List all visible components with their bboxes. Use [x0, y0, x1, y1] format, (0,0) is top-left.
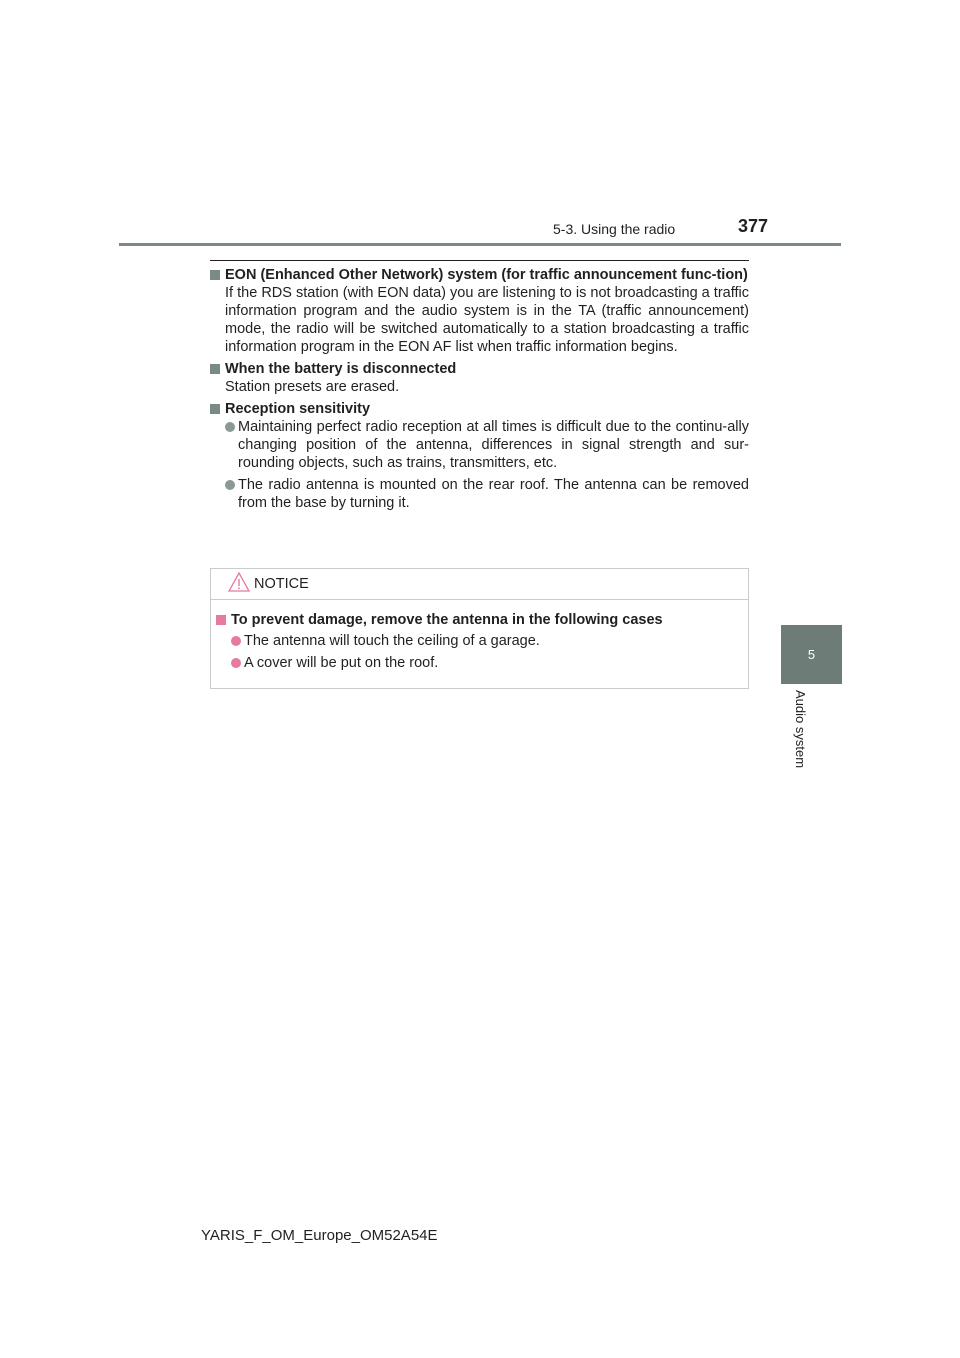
bullet-item — [231, 654, 748, 672]
section-battery — [210, 360, 749, 396]
bullet-text: The antenna will touch the ceiling of a garage. — [244, 633, 540, 649]
notice-body — [211, 600, 748, 672]
round-bullet-icon — [225, 422, 235, 432]
square-bullet-icon — [210, 270, 220, 280]
square-bullet-icon — [210, 364, 220, 374]
page-number: 377 — [738, 216, 769, 236]
round-bullet-icon — [231, 636, 241, 646]
bullet-item — [225, 418, 749, 472]
section-eon — [210, 266, 749, 356]
notice-heading: To prevent damage, remove the antenna in the following cases — [231, 612, 663, 628]
round-bullet-icon — [225, 480, 235, 490]
section-title: Reception sensitivity — [225, 401, 371, 417]
square-bullet-icon — [210, 404, 220, 414]
bullet-text: A cover will be put on the roof. — [244, 655, 439, 671]
bullet-text: The radio antenna is mounted on the rear roof. The antenna can be removed from the base by turning it. — [238, 477, 749, 511]
round-bullet-icon — [231, 658, 241, 668]
main-content — [210, 266, 749, 516]
notice-section — [216, 611, 748, 672]
notice-title: NOTICE — [254, 576, 309, 592]
square-bullet-icon — [216, 615, 226, 625]
section-body: Station presets are erased. — [225, 379, 400, 395]
content-top-rule — [210, 260, 749, 261]
section-reception — [210, 400, 749, 512]
warning-icon — [228, 572, 250, 592]
header-section-title: 5-3. Using the radio — [553, 221, 676, 237]
chapter-tab — [781, 625, 842, 684]
chapter-title: Audio system — [793, 690, 808, 769]
notice-box — [210, 568, 749, 689]
section-title: EON (Enhanced Other Network) system (for traffic announcement func-tion) — [225, 267, 748, 283]
bullet-text: Maintaining perfect radio reception at all times is difficult due to the continu-ally changing position of the antenna, differences in signal strength and sur-rounding objects, such as trains, transmitters, etc. — [238, 419, 749, 471]
notice-header — [211, 569, 748, 600]
bullet-item — [225, 476, 749, 512]
header-rule — [119, 243, 841, 246]
chapter-number: 5 — [807, 647, 816, 662]
document-code: YARIS_F_OM_Europe_OM52A54E — [201, 1227, 438, 1244]
section-body: If the RDS station (with EON data) you are listening to is not broadcasting a traffic information program and the audio system is in the TA (traffic announcement) mode, the radio will be switched automatically to a station broadcasting a traffic information program in the EON AF list when traffic information begins. — [225, 285, 749, 355]
section-title: When the battery is disconnected — [225, 361, 457, 377]
bullet-item — [231, 632, 748, 650]
